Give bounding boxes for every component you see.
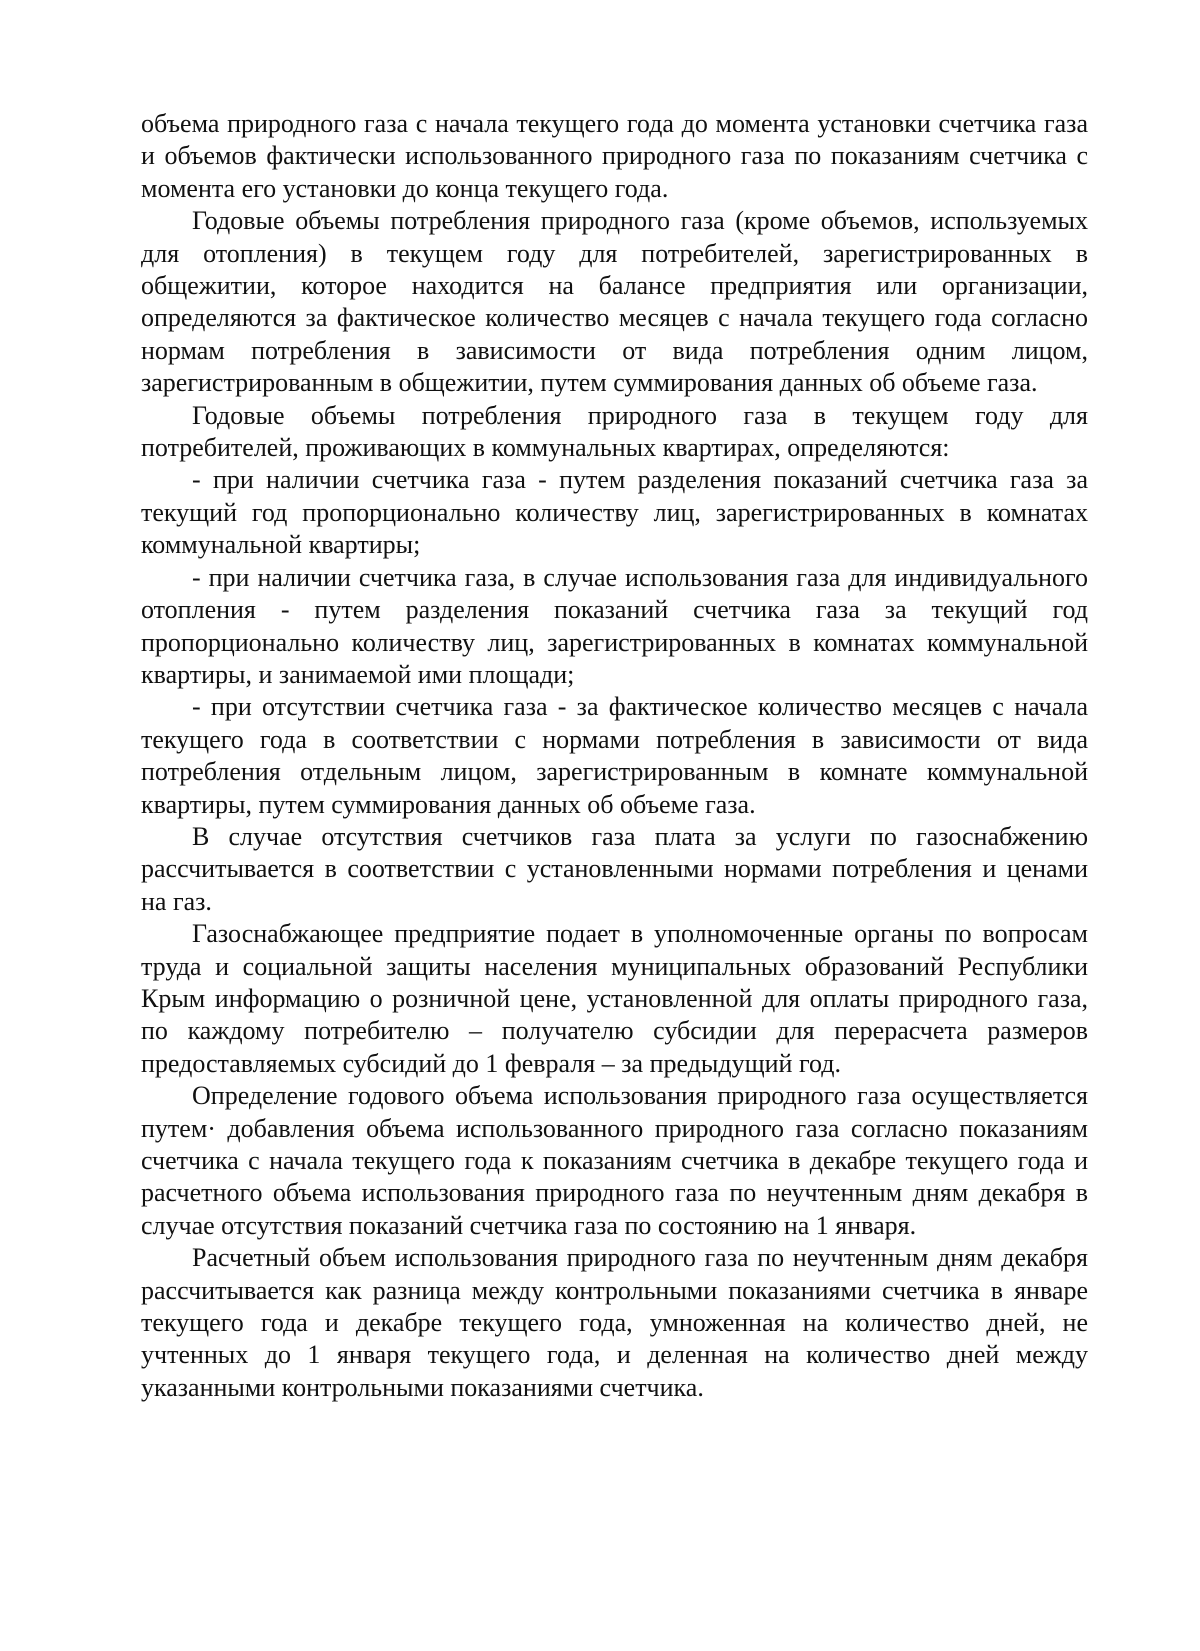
list-item-with-meter-heating: - при наличии счетчика газа, в случае использования газа для индивидуального отопления - путем разделения показаний счетчика газа за текущий год пропорционально количеству лиц, зарегистрированных в комнатах коммунальной квартиры, и занимаемой ими площади; — [141, 562, 1088, 689]
list-item-with-meter: - при наличии счетчика газа - путем разделения показаний счетчика газа за текущий год пропорционально количеству лиц, зарегистрированных в комнатах коммунальной квартиры; — [141, 465, 1088, 560]
document-text-body — [141, 108, 1088, 1404]
paragraph-meter-installation-continuation: объема природного газа с начала текущего года до момента установки счетчика газа и объемов фактически использованного природного газа по показаниям счетчика с момента его установки до конца текущего года. — [141, 109, 1088, 203]
paragraph-subsidy-information: Газоснабжающее предприятие подает в уполномоченные органы по вопросам труда и социальной защиты населения муниципальных образований Республики Крым информацию о розничной цене, установленной для оплаты природного газа, по каждому потребителю – получателю субсидии для перерасчета размеров предоставляемых субсидий до 1 февраля – за предыдущий год. — [141, 919, 1088, 1078]
paragraph-annual-volume-determination: Определение годового объема использования природного газа осуществляется путем· добавления объема использованного природного газа согласно показаниям счетчика с начала текущего года к показаниям счетчика в декабре текущего года и расчетного объема использования природного газа по неучтенным дням декабря в случае отсутствия показаний счетчика газа по состоянию на 1 января. — [141, 1081, 1088, 1240]
paragraph-dormitory-consumption: Годовые объемы потребления природного газа (кроме объемов, используемых для отопления) в текущем году для потребителей, зарегистрированных в общежитии, которое находится на балансе предприятия или организации, определяются за фактическое количество месяцев с начала текущего года согласно нормам потребления в зависимости от вида потребления одним лицом, зарегистрированным в общежитии, путем суммирования данных об объеме газа. — [141, 206, 1088, 398]
list-item-without-meter: - при отсутствии счетчика газа - за фактическое количество месяцев с начала текущего года в соответствии с нормами потребления в зависимости от вида потребления отдельным лицом, зарегистрированным в комнате коммунальной квартиры, путем суммирования данных об объеме газа. — [141, 692, 1088, 819]
paragraph-communal-apartments-intro: Годовые объемы потребления природного газа в текущем году для потребителей, проживающих в коммунальных квартирах, определяются: — [141, 400, 1088, 463]
paragraph-december-calculation: Расчетный объем использования природного газа по неучтенным дням декабря рассчитывается как разница между контрольными показаниями счетчика в январе текущего года и декабре текущего года, умноженная на количество дней, не учтенных до 1 января текущего года, и деленная на количество дней между указанными контрольными показаниями счетчика. — [141, 1243, 1088, 1402]
paragraph-payment-without-meters: В случае отсутствия счетчиков газа плата за услуги по газоснабжению рассчитывается в соответствии с установленными нормами потребления и ценами на газ. — [141, 821, 1088, 916]
